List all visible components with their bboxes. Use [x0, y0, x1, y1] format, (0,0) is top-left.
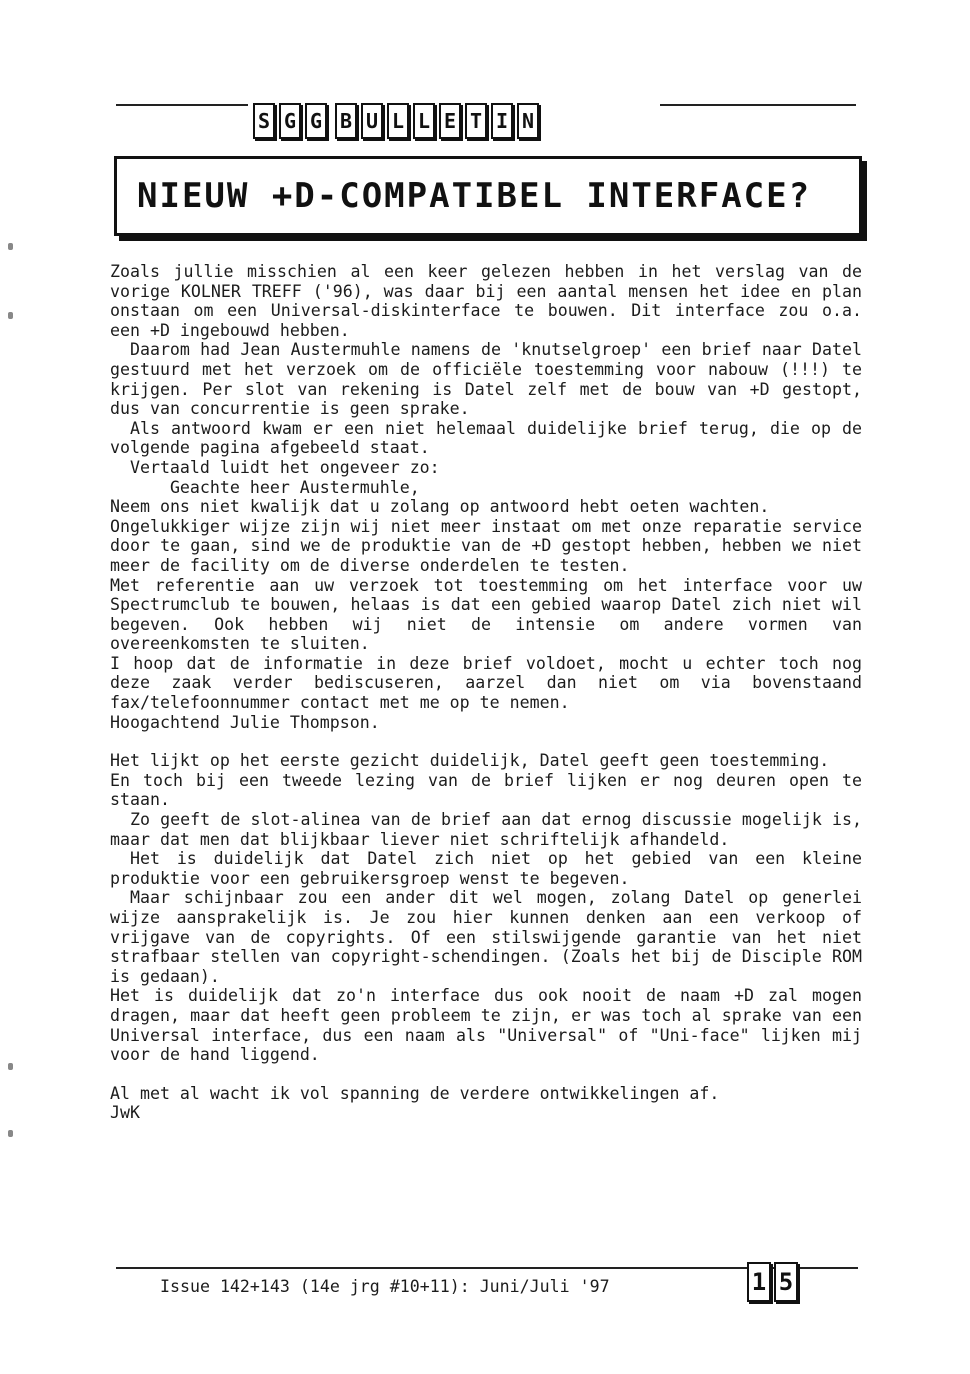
article-body: [110, 262, 862, 1123]
masthead-letter: N: [517, 103, 539, 139]
paragraph: Met referentie aan uw verzoek tot toestemming om het interface voor uw Spectrumclub te bouwen, helaas is dat een gebied waarop Datel zich niet wil begeven. Ook hebben wij niet de intensie om andere vormen van overeenkomsten te sluiten.: [110, 575, 862, 654]
masthead-letter: B: [335, 103, 357, 139]
paragraph: Al met al wacht ik vol spanning de verdere ontwikkelingen af.: [110, 1083, 720, 1103]
paragraph: Het is duidelijk dat zo'n interface dus ook nooit de naam +D zal mogen dragen, maar dat heeft geen probleem te zijn, er was toch al sprake van een Universal interface, dus een naam als "Universal" of "Uni-face" lijken mij voor de hand liggend.: [110, 986, 862, 1065]
article-title: NIEUW +D-COMPATIBEL INTERFACE?: [137, 176, 812, 216]
masthead-rule-left: [116, 104, 248, 106]
paragraph: Zoals jullie misschien al een keer gelezen hebben in het verslag van de vorige KOLNER TREFF ('96), was daar bij een aantal mensen het idee en plan onstaan om een Universal-diskinterface te bouwen. Dit interface zou o.a. een +D ingebouwd hebben.: [110, 262, 862, 340]
paragraph: Het is duidelijk dat Datel zich niet op het gebied van een kleine produktie voor een gebruikersgroep wenst te begeven.: [110, 849, 862, 888]
paragraph: Neem ons niet kwalijk dat u zolang op antwoord hebt oeten wachten.: [110, 497, 770, 517]
punch-mark: [8, 1063, 13, 1070]
paragraph: Maar schijnbaar zou een ander dit wel mogen, zolang Datel op generlei wijze aansprakelijk is. Je zou hier kunnen denken aan een verkoop of vrijgave van de copyrights. Of een stilswijgende garantie van het niet strafbaar stellen van copyright-schendingen. (Zoals het bij de Disciple ROM is gedaan).: [110, 888, 862, 986]
masthead-letter: G: [279, 103, 301, 139]
paragraph: Vertaald luidt het ongeveer zo:: [129, 457, 440, 477]
paragraph: Ongelukkiger wijze zijn wij niet meer instaat om met onze reparatie service door te gaan, sind we de produktie van de +D gestopt hebben, hebben we niet meer de facility om de diverse onderdelen te testen.: [110, 516, 862, 575]
paragraph: Het lijkt op het eerste gezicht duidelijk, Datel geeft geen toestemming.: [110, 751, 830, 771]
paragraph: Daarom had Jean Austermuhle namens de 'knutselgroep' een brief naar Datel gestuurd met het verzoek om de officiële toestemming voor nabouw (!!!) te krijgen. Per slot van rekening is Datel zelf met de bouw van +D gestopt, dus van concurrentie is geen sprake.: [110, 340, 862, 419]
masthead-letter: E: [439, 103, 461, 139]
article-title-box: [114, 156, 862, 236]
masthead-sgg: [253, 103, 327, 139]
masthead-letter: G: [305, 103, 327, 139]
page-number: [747, 1262, 798, 1302]
letter-closing: Hoogachtend Julie Thompson.: [110, 712, 380, 732]
masthead: [253, 103, 539, 139]
punch-mark: [8, 312, 13, 319]
page-number-digit: 5: [774, 1262, 798, 1302]
paragraph: I hoop dat de informatie in deze brief voldoet, mocht u echter toch nog deze zaak verder bediscuseren, aarzel dan niet om via bovenstaand fax/telefoonnummer contact met me op te nemen.: [110, 653, 862, 713]
paragraph: En toch bij een tweede lezing van de brief lijken er nog deuren open te staan.: [110, 770, 862, 810]
paragraph: Als antwoord kwam er een niet helemaal duidelijke brief terug, die op de volgende pagina afgebeeld staat.: [110, 418, 862, 458]
letter-salutation: Geachte heer Austermuhle,: [169, 477, 420, 497]
punch-mark: [8, 243, 13, 250]
masthead-letter: L: [387, 103, 409, 139]
masthead-bulletin: [335, 103, 539, 139]
masthead-letter: T: [465, 103, 487, 139]
masthead-rule-right: [660, 104, 856, 106]
paragraph: Zo geeft de slot-alinea van de brief aan dat ernog discussie mogelijk is, maar dat men dat blijkbaar liever niet schriftelijk afhandeld.: [110, 810, 862, 849]
author-signature: JwK: [110, 1103, 140, 1123]
masthead-letter: L: [413, 103, 435, 139]
masthead-letter: S: [253, 103, 275, 139]
punch-mark: [8, 1130, 13, 1137]
issue-info: Issue 142+143 (14e jrg #10+11): Juni/Juli '97: [160, 1277, 610, 1296]
masthead-letter: U: [361, 103, 383, 139]
masthead-letter: I: [491, 103, 513, 139]
page-number-digit: 1: [747, 1262, 771, 1302]
